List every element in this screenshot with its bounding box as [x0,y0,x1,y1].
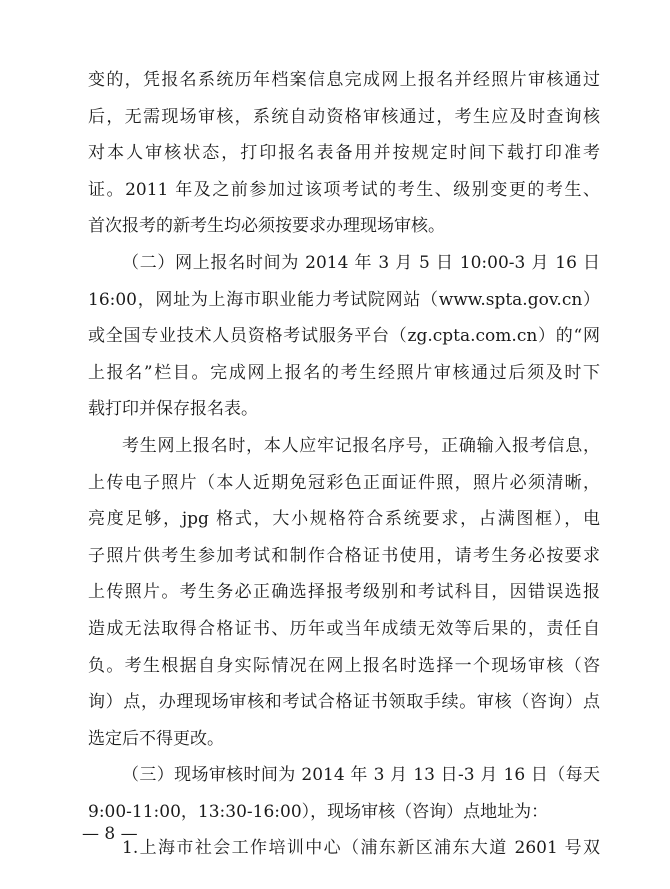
document-body [88,62,600,867]
text-line: 16:00，网址为上海市职业能力考试院网站（www.spta.gov.cn） [88,289,600,310]
text-line: （二）网上报名时间为 2014 年 3 月 5 日 10:00-3 月 16 日 [122,252,600,273]
paragraph-review-location-1 [88,830,600,867]
paragraph-review-continuation [88,62,600,245]
text-line: 选定后不得更改。 [88,728,224,749]
text-line: 上传电子照片（本人近期免冠彩色正面证件照，照片必须清晰， [88,472,600,493]
page-number: — 8 — [82,824,138,844]
text-line: 负。考生根据自身实际情况在网上报名时选择一个现场审核（咨 [88,655,600,676]
text-line: 9:00-11:00，13:30-16:00），现场审核（咨询）点地址为： [88,801,549,822]
text-line: 上传照片。考生务必正确选择报考级别和考试科目，因错误选报 [88,582,600,603]
text-line: 造成无法取得合格证书、历年或当年成绩无效等后果的，责任自 [88,618,600,639]
paragraph-online-registration-time [88,245,600,428]
text-line: 载打印并保存报名表。 [88,399,258,420]
text-line: 首次报考的新考生均必须按要求办理现场审核。 [88,216,445,237]
text-line: 证。2011 年及之前参加过该项考试的考生、级别变更的考生、 [88,179,600,200]
text-line: 考生网上报名时，本人应牢记报名序号，正确输入报考信息， [122,435,600,456]
paragraph-registration-instructions [88,428,600,757]
text-line: （三）现场审核时间为 2014 年 3 月 13 日-3 月 16 日（每天 [122,765,600,786]
text-line: 询）点，办理现场审核和考试合格证书领取手续。审核（咨询）点 [88,692,600,713]
text-line: 子照片供考生参加考试和制作合格证书使用，请考生务必按要求 [88,545,600,566]
paragraph-onsite-review-time [88,757,600,830]
text-line: 变的，凭报名系统历年档案信息完成网上报名并经照片审核通过 [88,70,600,90]
text-line: 对本人审核状态，打印报名表备用并按规定时间下载打印准考 [88,143,600,164]
text-line: 1.上海市社会工作培训中心（浦东新区浦东大道 2601 号双 [122,838,600,859]
text-line: 或全国专业技术人员资格考试服务平台（zg.cpta.com.cn）的“网 [88,326,600,347]
text-line: 亮度足够，jpg 格式，大小规格符合系统要求，占满图框），电 [88,509,600,530]
text-line: 后，无需现场审核，系统自动资格审核通过，考生应及时查询核 [88,106,600,127]
text-line: 上报名”栏目。完成网上报名的考生经照片审核通过后须及时下 [88,362,600,383]
